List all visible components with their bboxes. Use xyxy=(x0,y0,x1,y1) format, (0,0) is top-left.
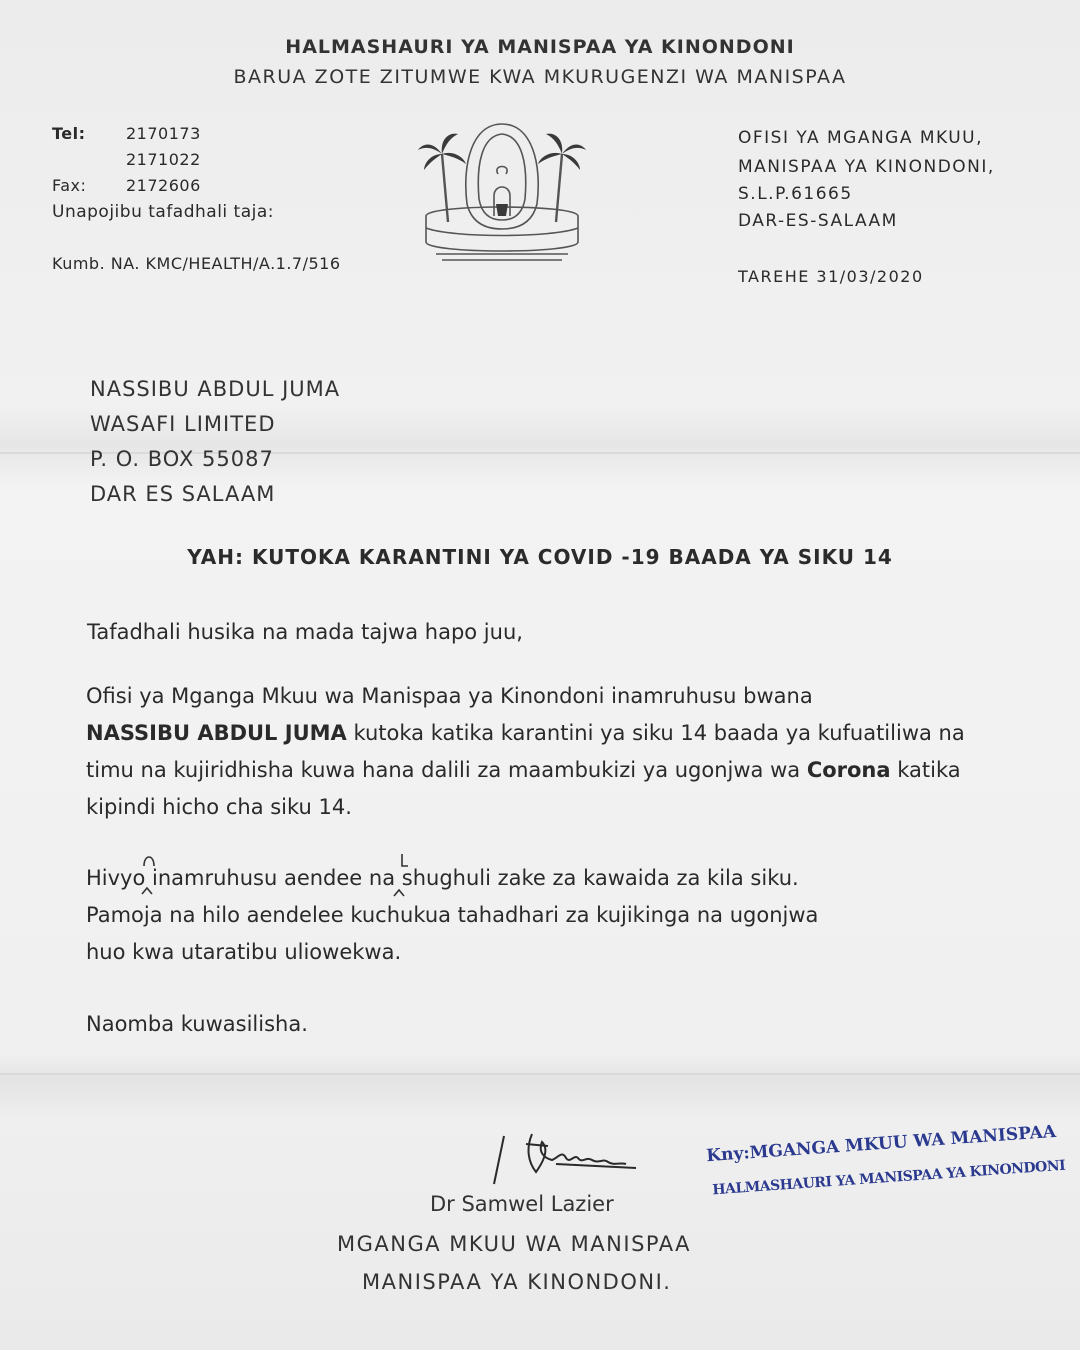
recipient-box: P. O. BOX 55087 xyxy=(90,447,274,471)
signatory-name: Dr Samwel Lazier xyxy=(430,1192,614,1216)
letter-date: TAREHE 31/03/2020 xyxy=(738,267,924,286)
office-line-1: OFISI YA MGANGA MKUU, xyxy=(738,128,984,148)
letterhead-title: HALMASHAURI YA MANISPAA YA KINONDONI xyxy=(285,36,795,58)
recipient-name: NASSIBU ABDUL JUMA xyxy=(90,377,341,401)
reply-note: Unapojibu tafadhali taja: xyxy=(52,202,275,222)
paragraph-1-corona: Corona xyxy=(806,758,891,782)
signatory-title-2: MANISPAA YA KINONDONI. xyxy=(362,1270,672,1294)
office-city: DAR-ES-SALAAM xyxy=(738,211,898,231)
paragraph-1-intro: Ofisi ya Mganga Mkuu wa Manispaa ya Kinondoni inamruhusu bwana xyxy=(86,684,813,708)
letterhead-subtitle: BARUA ZOTE ZITUMWE KWA MKURUGENZI WA MANISPAA xyxy=(233,66,847,88)
tel-label: Tel: xyxy=(52,124,86,143)
letter-subject: YAH: KUTOKA KARANTINI YA COVID -19 BAADA YA SIKU 14 xyxy=(187,545,893,569)
tel-number-1: 2170173 xyxy=(126,124,201,143)
office-po-box: S.L.P.61665 xyxy=(738,184,853,204)
official-stamp-line-1: Kny:MGANGA MKUU WA MANISPAA xyxy=(705,1121,1057,1167)
fax-number: 2172606 xyxy=(126,176,201,195)
tel-number-2: 2171022 xyxy=(126,150,201,169)
paragraph-2-line-1: Hivyo inamruhusu aendee na shughuli zake za kawaida za kila siku. xyxy=(86,866,799,890)
paragraph-2-line-2: Pamoja na hilo aendelee kuchukua tahadhari za kujikinga na ugonjwa xyxy=(86,903,819,927)
paragraph-1-end: katika kipindi hicho cha siku 14. xyxy=(86,758,961,819)
fax-label: Fax: xyxy=(52,176,87,195)
signatory-title-1: MGANGA MKUU WA MANISPAA xyxy=(337,1232,692,1256)
recipient-company: WASAFI LIMITED xyxy=(90,412,276,436)
paragraph-1-name: NASSIBU ABDUL JUMA xyxy=(86,721,347,745)
handwritten-signature xyxy=(486,1128,646,1188)
coat-of-arms-emblem xyxy=(412,104,592,274)
official-stamp-line-2: HALMASHAURI YA MANISPAA YA KINONDONI xyxy=(711,1157,1066,1199)
reference-number: Kumb. NA. KMC/HEALTH/A.1.7/516 xyxy=(52,254,341,273)
paragraph-1-middle: kutoka katika karantini ya siku 14 baada ya kufuatiliwa na timu na kujiridhisha kuwa hana dalili za maambukizi ya ugonjwa wa xyxy=(86,721,965,782)
office-line-2: MANISPAA YA KINONDONI, xyxy=(738,157,995,177)
paragraph-1 xyxy=(86,678,966,826)
greeting: Tafadhali husika na mada tajwa hapo juu, xyxy=(87,620,523,644)
handwritten-corrections xyxy=(140,852,440,902)
closing-line: Naomba kuwasilisha. xyxy=(86,1012,308,1036)
paragraph-2-line-3: huo kwa utaratibu uliowekwa. xyxy=(86,940,402,964)
recipient-city: DAR ES SALAAM xyxy=(90,482,276,506)
